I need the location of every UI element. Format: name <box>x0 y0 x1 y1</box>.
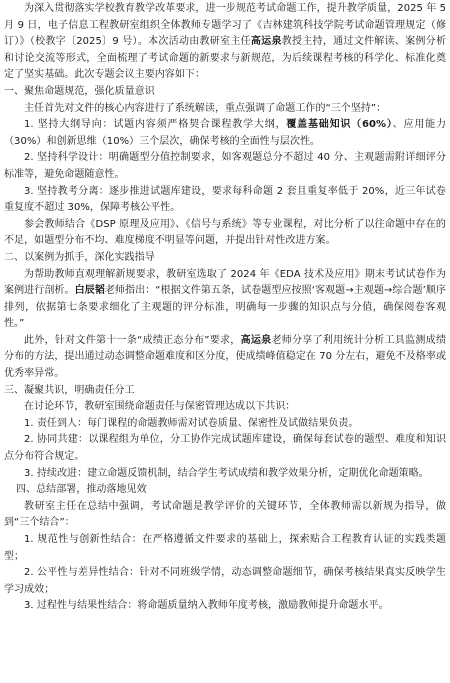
section-1-discussion: 参会教师结合《DSP 原理及应用》、《信号与系统》等专业课程，对比分析了以往命题中存在的不足，如题型分布不均、难度梯度不明显等问题，并提出针对性改进方案。 <box>4 218 446 247</box>
section-4-item-3: 3. 过程性与结果性结合：将命题质量纳入教师年度考核，激励教师提升命题水平。 <box>24 600 389 612</box>
section-3-item-3: 3. 持续改进：建立命题反馈机制，结合学生考试成绩和教学效果分析，定期优化命题策略。 <box>24 467 429 479</box>
section-2-case <box>4 267 446 333</box>
intro-paragraph <box>4 1 446 84</box>
section-3-lead: 在讨论环节，教研室围绕命题责任与保密管理达成以下共识： <box>24 401 296 413</box>
section-1-lead: 主任首先对文件的核心内容进行了系统解读，重点强调了命题工作的“三个坚持”： <box>24 102 387 114</box>
section-4-item-2: 2. 公平性与差异性结合：针对不同班级学情，动态调整命题细节，确保考核结果真实反映学生学习成效； <box>4 567 446 595</box>
section-4-lead: 教研室主任在总结中强调，考试命题是教学评价的关键环节，全体教师需以新规为指导，做到“三个结合”： <box>4 500 446 529</box>
intro-text-cont: 教授主持，通过文件解读、案例分析和讨论交流等形式，全面梳理了考试命题的新要求与新规范，为后续课程考核的科学化、标准化奠定了坚实基础。此次专题会议主要内容如下： <box>4 36 446 81</box>
section-1-point-1 <box>4 117 446 150</box>
section-1-point-3: 3. 坚持教考分离：逐步推进试题库建设，要求每科命题 2 套且重复率低于 20%，近三年试卷重复度不超过 30%，保障考核公平性。 <box>4 185 446 214</box>
section-3-item-1: 1. 责任到人：每门课程的命题教师需对试卷质量、保密性及试做结果负责。 <box>24 417 359 429</box>
teacher-name-2: 高运泉 <box>240 334 272 346</box>
case-text: 为帮助教师直观理解新规要求，教研室选取了 2024 年《EDA 技术及应用》期末考试试卷作为案例进行剖析。 <box>4 268 446 297</box>
teacher-name: 白辰韬 <box>74 285 105 297</box>
host-name: 高运泉 <box>250 36 282 48</box>
point-1-bold: 覆盖基础知识（60%） <box>286 119 393 131</box>
section-3-heading: 三、凝聚共识，明确责任分工 <box>4 384 135 396</box>
section-1-point-2: 2. 坚持科学设计：明确题型分值控制要求，如客观题总分不超过 40 分、主观题需附详细评分标准等，避免命题随意性。 <box>4 152 446 180</box>
distribution-text-cont: 老师分享了利用统计分析工具监测成绩分布的方法，提出通过动态调整命题难度和区分度，使成绩峰值稳定在 70 分左右，避免不及格率或优秀率异常。 <box>4 334 447 380</box>
section-2-heading: 二、以案例为抓手，深化实践指导 <box>4 251 155 263</box>
distribution-text: 此外，针对文件第十一条“成绩正态分布”要求， <box>24 334 241 346</box>
section-1-heading: 一、聚焦命题规范，强化质量意识 <box>4 85 155 97</box>
point-1-text: 1. 坚持大纲导向：试题内容须严格契合课程教学大纲， <box>24 119 287 131</box>
intro-text: 为深入贯彻落实学校教育教学改革要求，进一步规范考试命题工作，提升教学质量，2025 年 5 月 9 日，电子信息工程教研室组织全体教师专题学习了《吉林建筑科技学院考试命题管理规定（修订）》（校教字〔2025〕9 号）。本次活动由教研室主任 <box>4 3 446 48</box>
point-1-text-cont: 、应用能力（30%）和创新思维（10%）三个层次，确保考核的全面性与层次性。 <box>4 119 446 147</box>
case-quote: 老师指出：“根据文件第五条，试卷题型应按照‘客观题→主观题→综合题’顺序排列，依据第七条要求细化了主观题的评分标准，明确每一步骤的知识点与分值，确保阅卷客观性。” <box>4 285 446 330</box>
section-3-item-2: 2. 协同共建：以课程组为单位，分工协作完成试题库建设，确保每套试卷的题型、难度和知识点分布符合规定。 <box>4 434 446 463</box>
section-4-heading: 四、总结部署，推动落地见效 <box>16 484 147 496</box>
section-2-distribution <box>4 333 446 383</box>
section-4-item-1: 1. 规范性与创新性结合：在严格遵循文件要求的基础上，探索贴合工程教育认证的实践类题型； <box>4 534 446 562</box>
